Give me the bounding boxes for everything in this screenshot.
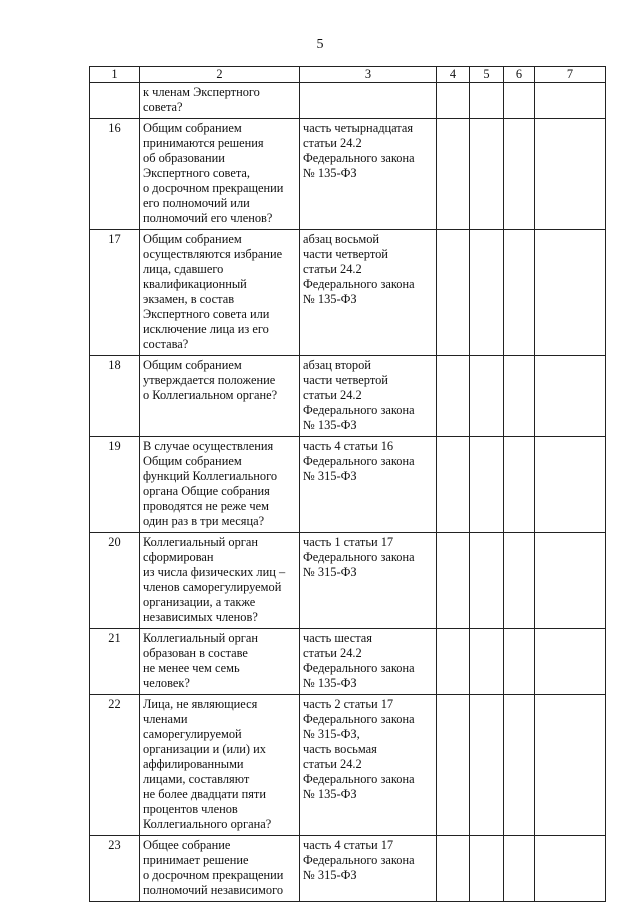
column-header: 2	[140, 67, 300, 83]
column-header: 3	[300, 67, 437, 83]
question-line: исключение лица из его	[143, 322, 269, 336]
basis-line: № 135-ФЗ	[303, 418, 357, 432]
basis-line: Федерального закона	[303, 853, 415, 867]
question-line: функций Коллегиального	[143, 469, 278, 483]
legal-basis	[300, 836, 437, 902]
question-line: один раз в три месяца?	[143, 514, 265, 528]
answer-no-cell	[470, 437, 504, 533]
question-line: лицами, составляют	[143, 772, 250, 786]
not-applicable-cell	[504, 230, 535, 356]
basis-line: абзац второй	[303, 358, 371, 372]
answer-no-cell	[470, 230, 504, 356]
not-applicable-cell	[504, 437, 535, 533]
notes-cell	[535, 356, 606, 437]
row-number: 18	[90, 356, 140, 437]
page-number: 5	[316, 37, 324, 52]
basis-line: часть 1 статьи 17	[303, 535, 394, 549]
question-line: членов саморегулируемой	[143, 580, 282, 594]
not-applicable-cell	[504, 356, 535, 437]
question-line: об образовании	[143, 151, 225, 165]
question-line: человек?	[143, 676, 190, 690]
basis-line: Федерального закона	[303, 550, 415, 564]
not-applicable-cell	[504, 836, 535, 902]
question-line: принимает решение	[143, 853, 249, 867]
table-row	[90, 836, 606, 902]
not-applicable-cell	[504, 629, 535, 695]
basis-line: № 135-ФЗ	[303, 166, 357, 180]
row-number: 20	[90, 533, 140, 629]
requirement-question	[140, 230, 300, 356]
basis-line: Федерального закона	[303, 772, 415, 786]
basis-line: часть восьмая	[303, 742, 377, 756]
table-row	[90, 119, 606, 230]
answer-no-cell	[470, 695, 504, 836]
legal-basis	[300, 230, 437, 356]
answer-no-cell	[470, 119, 504, 230]
basis-line: № 135-ФЗ	[303, 787, 357, 801]
answer-no-cell	[470, 836, 504, 902]
question-line: организации, а также	[143, 595, 256, 609]
column-header: 5	[470, 67, 504, 83]
answer-yes-cell	[437, 230, 470, 356]
basis-line: Федерального закона	[303, 661, 415, 675]
question-line: Общим собранием	[143, 358, 242, 372]
table-row	[90, 83, 606, 119]
question-line: В случае осуществления	[143, 439, 274, 453]
basis-line: часть 2 статьи 17	[303, 697, 394, 711]
basis-line: части четвертой	[303, 247, 388, 261]
requirement-question	[140, 695, 300, 836]
table-row	[90, 533, 606, 629]
question-line: лица, сдавшего	[143, 262, 224, 276]
not-applicable-cell	[504, 83, 535, 119]
answer-yes-cell	[437, 437, 470, 533]
basis-line: № 315-ФЗ	[303, 565, 357, 579]
basis-line: № 135-ФЗ	[303, 676, 357, 690]
question-line: утверждается положение	[143, 373, 276, 387]
basis-line: статьи 24.2	[303, 388, 362, 402]
question-line: органа Общие собрания	[143, 484, 270, 498]
question-line: полномочий независимого	[143, 883, 284, 897]
not-applicable-cell	[504, 119, 535, 230]
basis-line: Федерального закона	[303, 277, 415, 291]
header-row	[90, 67, 606, 83]
legal-basis	[300, 119, 437, 230]
row-number: 22	[90, 695, 140, 836]
question-line: саморегулируемой	[143, 727, 242, 741]
basis-line: Федерального закона	[303, 454, 415, 468]
basis-line: статьи 24.2	[303, 136, 362, 150]
table-row	[90, 437, 606, 533]
answer-no-cell	[470, 629, 504, 695]
question-line: Общим собранием	[143, 232, 242, 246]
basis-line: статьи 24.2	[303, 646, 362, 660]
column-header: 7	[535, 67, 606, 83]
question-line: Лица, не являющиеся	[143, 697, 258, 711]
question-line: экзамен, в состав	[143, 292, 235, 306]
question-line: квалификационный	[143, 277, 247, 291]
checklist-table	[89, 66, 606, 902]
notes-cell	[535, 836, 606, 902]
requirement-question	[140, 356, 300, 437]
column-header: 1	[90, 67, 140, 83]
basis-line: часть 4 статьи 17	[303, 838, 394, 852]
question-line: образован в составе	[143, 646, 248, 660]
column-header: 6	[504, 67, 535, 83]
answer-no-cell	[470, 533, 504, 629]
answer-yes-cell	[437, 836, 470, 902]
question-line: не менее чем семь	[143, 661, 240, 675]
question-line: Коллегиального органа?	[143, 817, 272, 831]
not-applicable-cell	[504, 695, 535, 836]
question-line: состава?	[143, 337, 189, 351]
question-line: из числа физических лиц –	[143, 565, 286, 579]
basis-line: часть шестая	[303, 631, 373, 645]
basis-line: абзац восьмой	[303, 232, 380, 246]
question-line: членами	[143, 712, 188, 726]
row-number: 17	[90, 230, 140, 356]
question-line: о Коллегиальном органе?	[143, 388, 278, 402]
basis-line: Федерального закона	[303, 151, 415, 165]
legal-basis	[300, 695, 437, 836]
basis-line: часть четырнадцатая	[303, 121, 414, 135]
legal-basis	[300, 533, 437, 629]
question-line: аффилированными	[143, 757, 244, 771]
question-line: совета?	[143, 100, 183, 114]
row-number: 23	[90, 836, 140, 902]
basis-line: № 315-ФЗ	[303, 469, 357, 483]
question-line: сформирован	[143, 550, 214, 564]
question-line: принимаются решения	[143, 136, 264, 150]
notes-cell	[535, 533, 606, 629]
answer-yes-cell	[437, 695, 470, 836]
requirement-question	[140, 83, 300, 119]
requirement-question	[140, 437, 300, 533]
basis-line: Федерального закона	[303, 712, 415, 726]
row-number	[90, 83, 140, 119]
question-line: о досрочном прекращении	[143, 181, 284, 195]
question-line: Общее собрание	[143, 838, 231, 852]
requirement-question	[140, 119, 300, 230]
legal-basis	[300, 356, 437, 437]
question-line: о досрочном прекращении	[143, 868, 284, 882]
answer-no-cell	[470, 83, 504, 119]
question-line: его полномочий или	[143, 196, 250, 210]
row-number: 21	[90, 629, 140, 695]
question-line: Экспертного совета,	[143, 166, 250, 180]
basis-line: части четвертой	[303, 373, 388, 387]
table-row	[90, 629, 606, 695]
table-row	[90, 356, 606, 437]
question-line: осуществляются избрание	[143, 247, 283, 261]
answer-yes-cell	[437, 356, 470, 437]
notes-cell	[535, 119, 606, 230]
question-line: Общим собранием	[143, 121, 242, 135]
question-line: проводятся не реже чем	[143, 499, 269, 513]
requirement-question	[140, 533, 300, 629]
legal-basis	[300, 629, 437, 695]
question-line: Коллегиальный орган	[143, 535, 258, 549]
legal-basis	[300, 83, 437, 119]
row-number: 19	[90, 437, 140, 533]
answer-yes-cell	[437, 83, 470, 119]
question-line: не более двадцати пяти	[143, 787, 266, 801]
answer-yes-cell	[437, 629, 470, 695]
notes-cell	[535, 83, 606, 119]
notes-cell	[535, 629, 606, 695]
answer-no-cell	[470, 356, 504, 437]
requirement-question	[140, 629, 300, 695]
question-line: Экспертного совета или	[143, 307, 270, 321]
requirement-question	[140, 836, 300, 902]
notes-cell	[535, 437, 606, 533]
basis-line: статьи 24.2	[303, 262, 362, 276]
question-line: полномочий его членов?	[143, 211, 273, 225]
basis-line: Федерального закона	[303, 403, 415, 417]
basis-line: № 315-ФЗ,	[303, 727, 360, 741]
question-line: к членам Экспертного	[143, 85, 260, 99]
answer-yes-cell	[437, 533, 470, 629]
question-line: Общим собранием	[143, 454, 242, 468]
basis-line: № 315-ФЗ	[303, 868, 357, 882]
column-header: 4	[437, 67, 470, 83]
question-line: Коллегиальный орган	[143, 631, 258, 645]
basis-line: часть 4 статьи 16	[303, 439, 394, 453]
basis-line: статьи 24.2	[303, 757, 362, 771]
question-line: независимых членов?	[143, 610, 258, 624]
table-row	[90, 695, 606, 836]
legal-basis	[300, 437, 437, 533]
row-number: 16	[90, 119, 140, 230]
notes-cell	[535, 230, 606, 356]
notes-cell	[535, 695, 606, 836]
answer-yes-cell	[437, 119, 470, 230]
not-applicable-cell	[504, 533, 535, 629]
question-line: организации и (или) их	[143, 742, 266, 756]
question-line: процентов членов	[143, 802, 238, 816]
table-row	[90, 230, 606, 356]
basis-line: № 135-ФЗ	[303, 292, 357, 306]
